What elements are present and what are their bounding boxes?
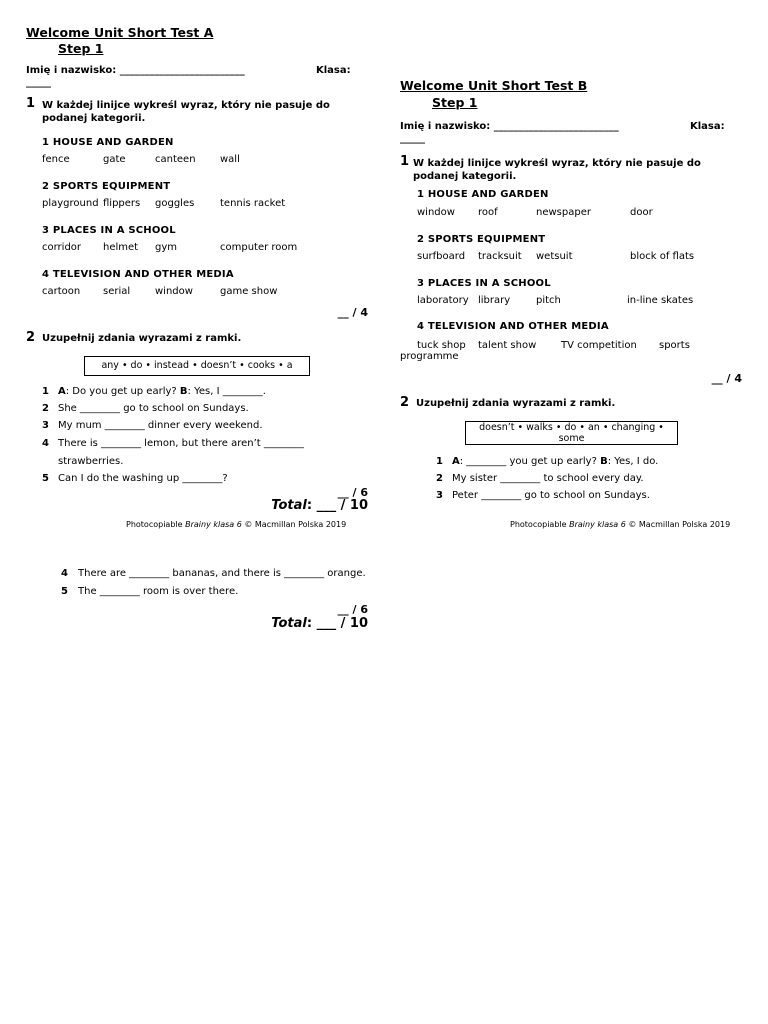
test-a-word-box: any • do • instead • doesn’t • cooks • a <box>84 356 310 376</box>
sentence-number: 1 <box>42 386 49 397</box>
test-a-sentence[interactable]: She ________ go to school on Sundays. <box>58 403 249 414</box>
box-line: doesn’t • walks • do • an • changing • <box>479 422 664 433</box>
total-value: : ___ / 10 <box>306 616 368 631</box>
word-option[interactable]: playground <box>42 198 99 209</box>
test-a-sentence[interactable]: There is ________ lemon, but there aren’t ________ <box>58 438 304 449</box>
test-a-sentence[interactable]: My mum ________ dinner every weekend. <box>58 420 263 431</box>
word-option[interactable]: library <box>478 295 511 306</box>
test-a-category-heading: 4 TELEVISION AND OTHER MEDIA <box>42 269 234 280</box>
instruction-line: podanej kategorii. <box>42 113 146 124</box>
word-option[interactable]: flippers <box>103 198 141 209</box>
word-option[interactable]: in-line skates <box>627 295 694 306</box>
sentence-number: 2 <box>436 473 443 484</box>
word-option[interactable]: cartoon <box>42 286 81 297</box>
test-a-ex1-instruction <box>42 99 330 125</box>
sentence-number: 4 <box>61 568 68 579</box>
sentence-number: 2 <box>42 403 49 414</box>
test-a-footer <box>126 520 346 529</box>
test-a-total <box>271 498 368 513</box>
word-option[interactable]: tennis racket <box>220 198 286 209</box>
test-a-sentence-continuation: strawberries. <box>58 456 124 467</box>
word-option[interactable]: gym <box>155 242 178 253</box>
footer-text: © Macmillan Polska 2019 <box>241 520 347 529</box>
word-option[interactable]: tracksuit <box>478 251 522 262</box>
word-option[interactable]: helmet <box>103 242 139 253</box>
footer-title: Brainy klasa 6 <box>185 520 242 529</box>
word-option[interactable]: newspaper <box>536 207 591 218</box>
word-option[interactable]: tuck shop <box>417 340 466 351</box>
word-option[interactable]: door <box>630 207 653 218</box>
test-a-continued-score: __ / 6 <box>337 603 368 616</box>
word-option[interactable]: laboratory <box>417 295 469 306</box>
word-option[interactable]: computer room <box>220 242 298 253</box>
word-option[interactable]: wall <box>220 154 240 165</box>
sentence-number: 1 <box>436 456 443 467</box>
test-a-title: Welcome Unit Short Test A <box>26 25 214 40</box>
sentence-number: 3 <box>42 420 49 431</box>
test-b-ex2-number: 2 <box>400 395 410 410</box>
word-option[interactable]: block of flats <box>630 251 695 262</box>
test-a-name-field[interactable]: Imię i nazwisko: _________________________ <box>26 65 245 76</box>
footer-title: Brainy klasa 6 <box>569 520 626 529</box>
test-b-ex2-instruction: Uzupełnij zdania wyrazami z ramki. <box>416 398 616 409</box>
test-b-ex1-score: __ / 4 <box>711 372 742 385</box>
speaker-b-label: B <box>600 456 608 467</box>
instruction-line: W każdej linijce wykreśl wyraz, który nie pasuje do <box>42 100 330 111</box>
word-option[interactable]: talent show <box>478 340 537 351</box>
test-b-step: Step 1 <box>432 95 478 110</box>
test-a-ex1-score: __ / 4 <box>337 306 368 319</box>
word-option[interactable]: pitch <box>536 295 561 306</box>
test-a-category-heading: 2 SPORTS EQUIPMENT <box>42 181 171 192</box>
test-a-sentence[interactable] <box>58 386 266 397</box>
word-option-wrap: programme <box>400 351 459 362</box>
word-option[interactable]: TV competition <box>561 340 637 351</box>
total-label: Total <box>271 498 307 513</box>
test-b-ex1-instruction <box>413 157 701 183</box>
test-b-title: Welcome Unit Short Test B <box>400 78 588 93</box>
sentence-text: : Yes, I do. <box>607 456 659 467</box>
test-a-sentence[interactable]: There are ________ bananas, and there is ________ orange. <box>78 568 366 579</box>
word-option[interactable]: canteen <box>155 154 196 165</box>
speaker-b-label: B <box>179 386 188 397</box>
test-a-ex2-number: 2 <box>26 330 36 345</box>
word-option[interactable]: serial <box>103 286 131 297</box>
test-b-sentence[interactable]: Peter ________ go to school on Sundays. <box>452 490 650 501</box>
box-line: some <box>558 433 585 444</box>
sentence-number: 5 <box>61 586 68 597</box>
test-a-sentence[interactable]: Can I do the washing up ________? <box>58 473 228 484</box>
test-b-ex1-number: 1 <box>400 154 410 169</box>
sentence-number: 5 <box>42 473 49 484</box>
test-b-category-heading: 2 SPORTS EQUIPMENT <box>417 234 546 245</box>
sentence-number: 3 <box>436 490 443 501</box>
word-option[interactable]: surfboard <box>417 251 466 262</box>
footer-text: Photocopiable <box>126 520 186 529</box>
word-option[interactable]: window <box>417 207 455 218</box>
test-a-ex2-instruction: Uzupełnij zdania wyrazami z ramki. <box>42 333 242 344</box>
test-a-continued-total <box>271 616 368 631</box>
word-option[interactable]: wetsuit <box>536 251 573 262</box>
sentence-text: : Do you get up early? <box>65 386 180 397</box>
test-a-ex2-score: __ / 6 <box>337 486 368 499</box>
word-option[interactable]: sports <box>659 340 690 351</box>
total-value: : ___ / 10 <box>306 498 368 513</box>
test-b-category-heading: 3 PLACES IN A SCHOOL <box>417 278 551 289</box>
test-b-class-label: Klasa: <box>690 121 725 132</box>
test-b-sentence[interactable] <box>452 456 658 467</box>
test-a-class-label: Klasa: <box>316 65 351 76</box>
word-option[interactable]: corridor <box>42 242 82 253</box>
word-option[interactable]: fence <box>42 154 70 165</box>
test-a-sentence[interactable]: The ________ room is over there. <box>78 586 239 597</box>
word-option[interactable]: gate <box>103 154 126 165</box>
word-option[interactable]: roof <box>478 207 498 218</box>
test-a-category-heading: 3 PLACES IN A SCHOOL <box>42 225 176 236</box>
sentence-number: 4 <box>42 438 49 449</box>
speaker-a-label: A <box>58 386 66 397</box>
test-b-class-field[interactable]: _____ <box>400 133 425 144</box>
test-b-category-heading: 4 TELEVISION AND OTHER MEDIA <box>417 321 609 332</box>
test-b-category-heading: 1 HOUSE AND GARDEN <box>417 189 549 200</box>
speaker-a-label: A <box>452 456 460 467</box>
test-a-ex1-number: 1 <box>26 96 36 111</box>
word-option[interactable]: goggles <box>155 198 195 209</box>
total-label: Total <box>271 616 307 631</box>
word-option[interactable]: game show <box>220 286 278 297</box>
footer-text: © Macmillan Polska 2019 <box>625 520 731 529</box>
test-b-footer <box>510 520 730 529</box>
sentence-text: : Yes, I ________. <box>187 386 266 397</box>
test-a-class-field[interactable]: _____ <box>26 77 51 88</box>
test-b-sentence[interactable]: My sister ________ to school every day. <box>452 473 644 484</box>
test-b-name-field[interactable]: Imię i nazwisko: _________________________ <box>400 121 619 132</box>
test-a-step: Step 1 <box>58 41 104 56</box>
word-option[interactable]: window <box>155 286 193 297</box>
instruction-line: W każdej linijce wykreśl wyraz, który nie pasuje do <box>413 158 701 169</box>
instruction-line: podanej kategorii. <box>413 171 517 182</box>
sentence-text: : ________ you get up early? <box>459 456 601 467</box>
test-b-word-box <box>465 421 678 445</box>
test-a-category-heading: 1 HOUSE AND GARDEN <box>42 137 174 148</box>
footer-text: Photocopiable <box>510 520 570 529</box>
